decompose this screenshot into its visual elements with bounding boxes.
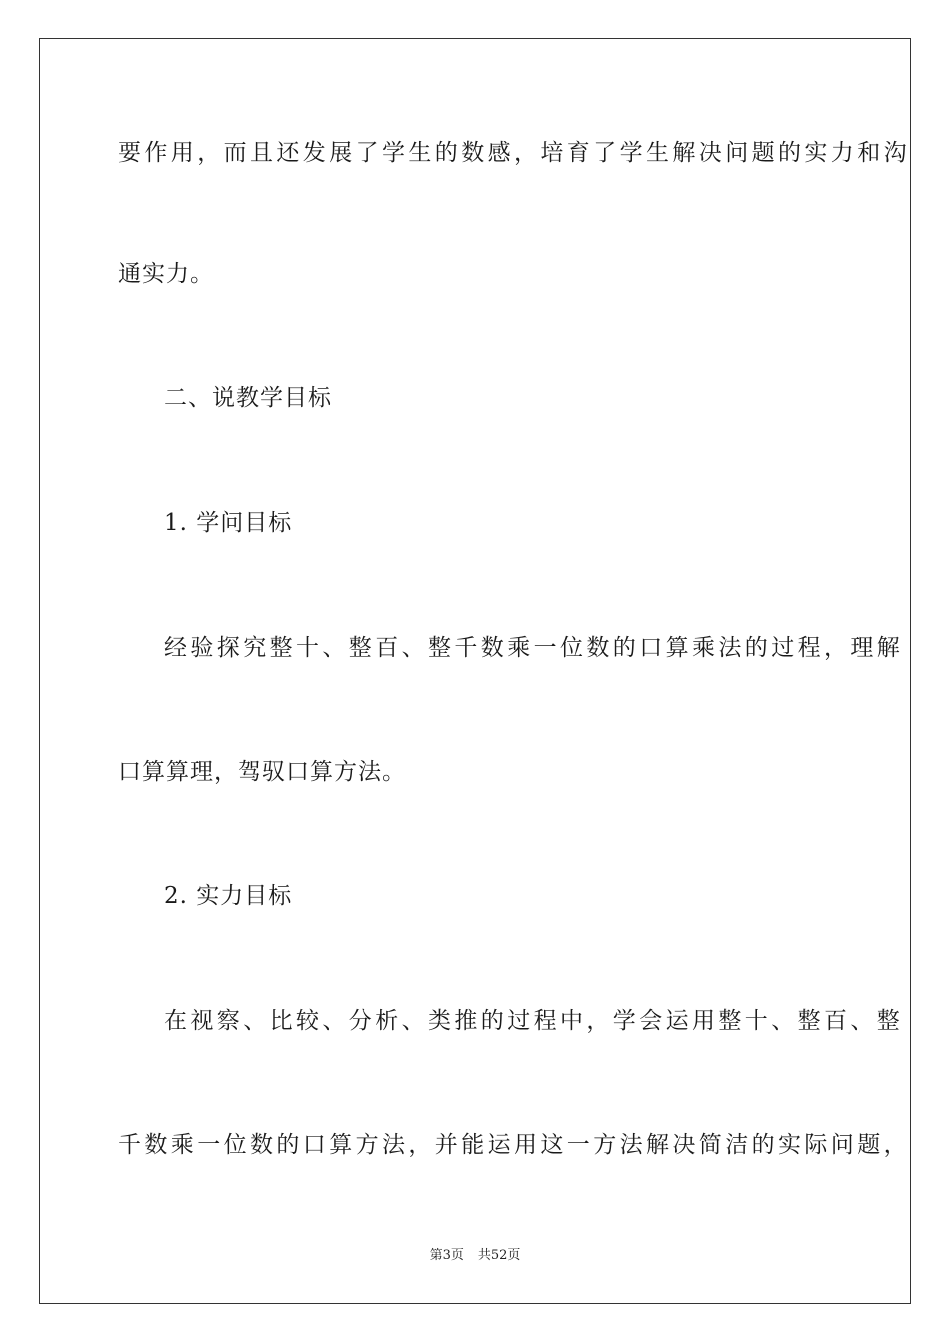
paragraph-line-3: 经验探究整十、整百、整千数乘一位数的口算乘法的过程，理解 [164,635,904,661]
paragraph-line-6: 千数乘一位数的口算方法，并能运用这一方法解决简洁的实际问题， [118,1132,910,1158]
subheading-knowledge-goal: 1. 学问目标 [164,510,293,536]
paragraph-line-2: 通实力。 [118,261,214,287]
subheading-ability-goal: 2. 实力目标 [164,883,293,909]
paragraph-line-5: 在视察、比较、分析、类推的过程中，学会运用整十、整百、整 [164,1008,904,1034]
paragraph-line-4: 口算算理，驾驭口算方法。 [118,759,406,785]
page-number: 第3页 [429,1248,464,1263]
paragraph-line-1: 要作用，而且还发展了学生的数感，培育了学生解决问题的实力和沟 [118,140,910,166]
page-border [39,38,911,1304]
page-total: 共52页 [477,1248,521,1263]
section-heading-teaching-goals: 二、说教学目标 [164,385,332,411]
page-footer [0,1247,950,1265]
